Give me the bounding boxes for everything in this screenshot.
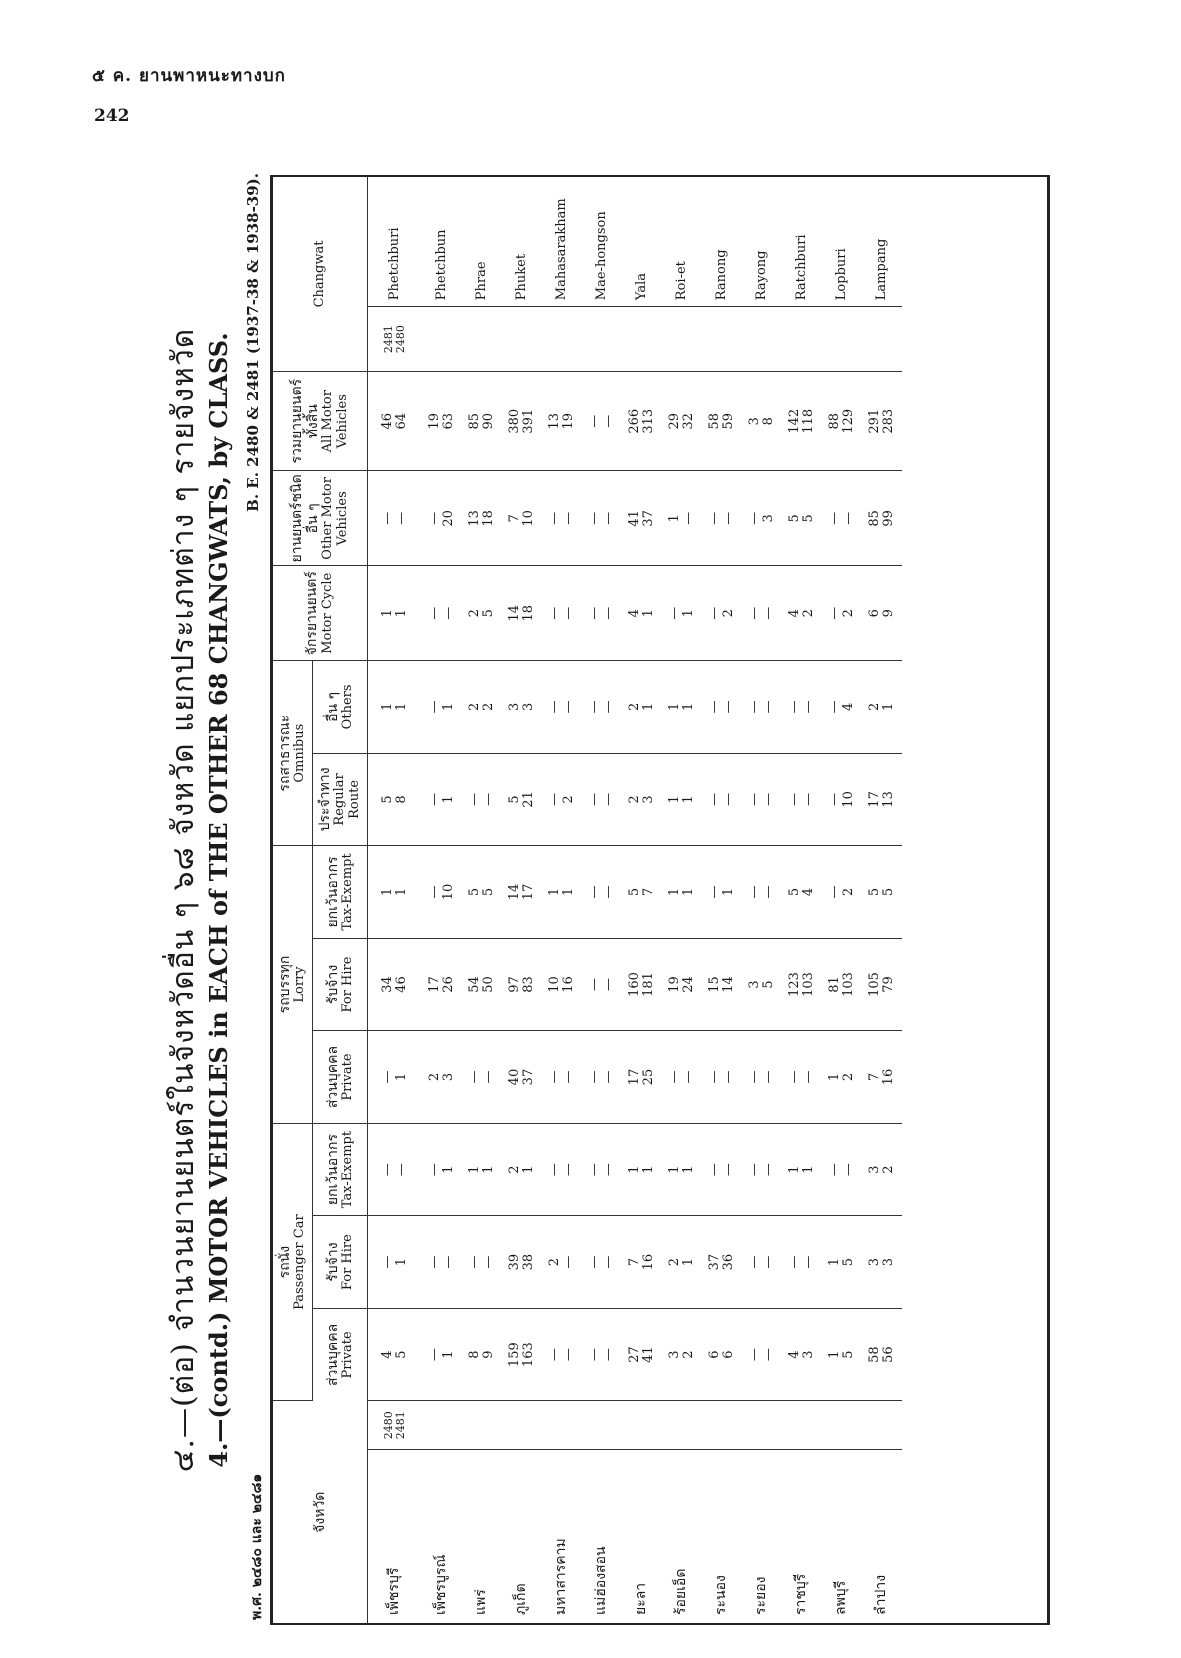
changwat-thai: แพร่ bbox=[473, 1589, 490, 1615]
header-omnibus: รถสาธารณะ Omnibus bbox=[273, 661, 313, 846]
cell-pc-hire: 37 36 bbox=[702, 1216, 742, 1309]
cell-motorcycle: — — bbox=[542, 566, 582, 661]
year-labels bbox=[622, 1401, 662, 1450]
cell-motorcycle: — 2 bbox=[822, 566, 862, 661]
year-labels-en bbox=[862, 307, 902, 372]
year-labels bbox=[502, 1401, 542, 1450]
cell-l-private: 17 25 bbox=[622, 1031, 662, 1124]
cell-total: 88 129 bbox=[822, 371, 862, 470]
year-labels bbox=[782, 1401, 822, 1450]
cell-pc-private: 1 5 bbox=[822, 1308, 862, 1401]
cell-o-regular: — — bbox=[462, 753, 502, 846]
cell-other-motor: 1 — bbox=[662, 471, 702, 566]
cell-pc-private: — — bbox=[542, 1308, 582, 1401]
header-pc-private: ส่วนบุคคล Private bbox=[313, 1308, 368, 1401]
cell-o-regular: — 2 bbox=[542, 753, 582, 846]
cell-pc-hire: — — bbox=[422, 1216, 462, 1309]
cell-pc-private: — — bbox=[742, 1308, 782, 1401]
year-labels-en bbox=[662, 307, 702, 372]
cell-other-motor: 13 18 bbox=[462, 471, 502, 566]
changwat-english: Phetchburi bbox=[368, 177, 422, 307]
table-row bbox=[862, 177, 902, 1623]
cell-o-regular: — 1 bbox=[422, 753, 462, 846]
cell-l-exempt: 5 4 bbox=[782, 846, 822, 939]
cell-l-hire: 123 103 bbox=[782, 938, 822, 1031]
cell-pc-exempt: — 1 bbox=[422, 1123, 462, 1216]
header-other-motor: ยานยนตร์ชนิดอื่น ๆ Other Motor Vehicles bbox=[273, 471, 368, 566]
cell-motorcycle: 6 9 bbox=[862, 566, 902, 661]
cell-l-hire: 54 50 bbox=[462, 938, 502, 1031]
cell-pc-private: 3 2 bbox=[662, 1308, 702, 1401]
year-labels bbox=[662, 1401, 702, 1450]
cell-pc-private: — — bbox=[582, 1308, 622, 1401]
cell-other-motor: — — bbox=[542, 471, 582, 566]
cell-l-exempt: — — bbox=[742, 846, 782, 939]
cell-total: 291 283 bbox=[862, 371, 902, 470]
cell-total: 58 59 bbox=[702, 371, 742, 470]
changwat-thai: แม่ฮ่องสอน bbox=[593, 1546, 610, 1615]
table-row bbox=[782, 177, 822, 1623]
year-labels-en: 2481 2480 bbox=[368, 307, 422, 372]
cell-l-hire: — — bbox=[582, 938, 622, 1031]
year-labels-en bbox=[782, 307, 822, 372]
cell-o-regular: 5 21 bbox=[502, 753, 542, 846]
header-lorry: รถบรรทุก Lorry bbox=[273, 846, 313, 1124]
changwat-thai: ระนอง bbox=[713, 1575, 730, 1615]
cell-other-motor: — — bbox=[702, 471, 742, 566]
cell-other-motor: — — bbox=[368, 471, 422, 566]
table-row bbox=[502, 177, 542, 1623]
table-row bbox=[822, 177, 862, 1623]
cell-l-private: — — bbox=[702, 1031, 742, 1124]
cell-motorcycle: 1 1 bbox=[368, 566, 422, 661]
cell-total: 85 90 bbox=[462, 371, 502, 470]
year-labels bbox=[822, 1401, 862, 1450]
cell-pc-exempt: 1 1 bbox=[782, 1123, 822, 1216]
table-row bbox=[702, 177, 742, 1623]
changwat-thai: ระยอง bbox=[753, 1576, 770, 1615]
changwat-thai: ยะลา bbox=[633, 1582, 650, 1615]
cell-motorcycle: — 2 bbox=[702, 566, 742, 661]
table-row bbox=[462, 177, 502, 1623]
cell-l-exempt: — 2 bbox=[822, 846, 862, 939]
cell-total: 29 32 bbox=[662, 371, 702, 470]
cell-other-motor: 5 5 bbox=[782, 471, 822, 566]
changwat-thai: เพ็ชรบุรี bbox=[386, 1567, 403, 1615]
cell-other-motor: — 20 bbox=[422, 471, 462, 566]
page-number: 242 bbox=[94, 106, 130, 126]
cell-motorcycle: — — bbox=[742, 566, 782, 661]
year-range-thai: พ.ศ. ๒๔๘๐ และ ๒๔๘๑ bbox=[249, 1473, 265, 1620]
cell-o-others: 1 1 bbox=[662, 661, 702, 754]
cell-pc-private: 27 41 bbox=[622, 1308, 662, 1401]
header-changwat-th: จังหวัด bbox=[273, 1401, 368, 1623]
cell-total: 46 64 bbox=[368, 371, 422, 470]
cell-other-motor: 41 37 bbox=[622, 471, 662, 566]
year-labels-en bbox=[742, 307, 782, 372]
cell-pc-hire: 1 5 bbox=[822, 1216, 862, 1309]
cell-pc-exempt: — — bbox=[542, 1123, 582, 1216]
cell-l-exempt: 5 7 bbox=[622, 846, 662, 939]
header-changwat-en: Changwat bbox=[273, 177, 368, 371]
cell-motorcycle: 2 5 bbox=[462, 566, 502, 661]
changwat-thai: มหาสารคาม bbox=[553, 1538, 570, 1615]
cell-l-hire: 19 24 bbox=[662, 938, 702, 1031]
cell-o-others: — — bbox=[782, 661, 822, 754]
cell-pc-private: — 1 bbox=[422, 1308, 462, 1401]
cell-o-regular: 2 3 bbox=[622, 753, 662, 846]
cell-pc-exempt: — — bbox=[702, 1123, 742, 1216]
changwat-english: Phrae bbox=[462, 177, 502, 307]
cell-pc-exempt: — — bbox=[822, 1123, 862, 1216]
cell-l-hire: 3 5 bbox=[742, 938, 782, 1031]
year-labels-en bbox=[622, 307, 662, 372]
cell-l-exempt: 5 5 bbox=[862, 846, 902, 939]
cell-motorcycle: 4 1 bbox=[622, 566, 662, 661]
cell-pc-hire: 2 1 bbox=[662, 1216, 702, 1309]
changwat-english: Mahasarakham bbox=[542, 177, 582, 307]
year-labels bbox=[862, 1401, 902, 1450]
cell-total: 266 313 bbox=[622, 371, 662, 470]
cell-pc-private: 6 6 bbox=[702, 1308, 742, 1401]
cell-pc-exempt: 2 1 bbox=[502, 1123, 542, 1216]
cell-pc-hire: 7 16 bbox=[622, 1216, 662, 1309]
cell-o-others: — 4 bbox=[822, 661, 862, 754]
changwat-thai: เพ็ชรบูรณ์ bbox=[433, 1554, 450, 1615]
header-l-exempt: ยกเว้นอากร Tax-Exempt bbox=[313, 846, 368, 939]
changwat-english: Phetchbun bbox=[422, 177, 462, 307]
changwat-thai: ราชบุรี bbox=[793, 1573, 810, 1615]
cell-l-exempt: 5 5 bbox=[462, 846, 502, 939]
cell-pc-hire: — — bbox=[462, 1216, 502, 1309]
year-labels-en bbox=[702, 307, 742, 372]
changwat-thai: ลำปาง bbox=[873, 1574, 890, 1615]
cell-l-hire: 10 16 bbox=[542, 938, 582, 1031]
cell-l-hire: 15 14 bbox=[702, 938, 742, 1031]
cell-l-private: 2 3 bbox=[422, 1031, 462, 1124]
cell-pc-private: 8 9 bbox=[462, 1308, 502, 1401]
table-row bbox=[582, 177, 622, 1623]
cell-l-hire: 105 79 bbox=[862, 938, 902, 1031]
cell-pc-hire: — — bbox=[582, 1216, 622, 1309]
cell-motorcycle: 14 18 bbox=[502, 566, 542, 661]
cell-l-private: — — bbox=[582, 1031, 622, 1124]
cell-o-regular: — 10 bbox=[822, 753, 862, 846]
changwat-english: Mae-hongson bbox=[582, 177, 622, 307]
title-english: 4.—(contd.) MOTOR VEHICLES in EACH of THE OTHER 68 CHANGWATS, by CLASS. bbox=[204, 332, 233, 1468]
cell-l-exempt: 1 1 bbox=[368, 846, 422, 939]
cell-l-hire: 34 46 bbox=[368, 938, 422, 1031]
header-all-motor: รวมยานยนตร์ทั้งสิ้น All Motor Vehicles bbox=[273, 371, 368, 470]
cell-pc-exempt: — — bbox=[582, 1123, 622, 1216]
cell-o-regular: 17 13 bbox=[862, 753, 902, 846]
cell-other-motor: — — bbox=[822, 471, 862, 566]
cell-o-others: — — bbox=[582, 661, 622, 754]
cell-total: — — bbox=[582, 371, 622, 470]
cell-o-regular: — — bbox=[702, 753, 742, 846]
year-labels bbox=[582, 1401, 622, 1450]
year-labels-en bbox=[422, 307, 462, 372]
changwat-english: Ranong bbox=[702, 177, 742, 307]
cell-motorcycle: — 1 bbox=[662, 566, 702, 661]
cell-l-exempt: — — bbox=[582, 846, 622, 939]
table-row bbox=[368, 177, 422, 1623]
cell-l-private: 7 16 bbox=[862, 1031, 902, 1124]
cell-pc-hire: 39 38 bbox=[502, 1216, 542, 1309]
cell-total: 19 63 bbox=[422, 371, 462, 470]
cell-o-others: — — bbox=[702, 661, 742, 754]
cell-o-others: — — bbox=[742, 661, 782, 754]
cell-l-hire: 97 83 bbox=[502, 938, 542, 1031]
cell-pc-private: 4 5 bbox=[368, 1308, 422, 1401]
cell-o-regular: 5 8 bbox=[368, 753, 422, 846]
cell-l-private: — — bbox=[542, 1031, 582, 1124]
cell-l-private: — — bbox=[662, 1031, 702, 1124]
year-labels bbox=[422, 1401, 462, 1450]
cell-pc-private: 4 3 bbox=[782, 1308, 822, 1401]
cell-o-others: 2 2 bbox=[462, 661, 502, 754]
cell-total: 380 391 bbox=[502, 371, 542, 470]
cell-l-private: 40 37 bbox=[502, 1031, 542, 1124]
cell-pc-hire: 2 — bbox=[542, 1216, 582, 1309]
cell-l-exempt: 1 1 bbox=[542, 846, 582, 939]
cell-o-others: — 1 bbox=[422, 661, 462, 754]
cell-pc-hire: 3 3 bbox=[862, 1216, 902, 1309]
cell-l-private: — — bbox=[462, 1031, 502, 1124]
changwat-english: Ratchburi bbox=[782, 177, 822, 307]
cell-o-others: 2 1 bbox=[622, 661, 662, 754]
cell-other-motor: — — bbox=[582, 471, 622, 566]
cell-l-hire: 17 26 bbox=[422, 938, 462, 1031]
cell-pc-exempt: 1 1 bbox=[462, 1123, 502, 1216]
header-l-private: ส่วนบุคคล Private bbox=[313, 1031, 368, 1124]
changwat-english: Yala bbox=[622, 177, 662, 307]
cell-o-regular: — — bbox=[582, 753, 622, 846]
vehicle-table-frame bbox=[270, 175, 1050, 1625]
cell-o-others: 3 3 bbox=[502, 661, 542, 754]
year-range-english: B. E. 2480 & 2481 (1937-38 & 1938-39). bbox=[244, 173, 262, 512]
cell-pc-private: 58 56 bbox=[862, 1308, 902, 1401]
year-labels: 2480 2481 bbox=[368, 1401, 422, 1450]
cell-o-regular: 1 1 bbox=[662, 753, 702, 846]
year-labels-en bbox=[462, 307, 502, 372]
cell-motorcycle: — — bbox=[422, 566, 462, 661]
year-labels-en bbox=[822, 307, 862, 372]
cell-pc-hire: — — bbox=[782, 1216, 822, 1309]
header-l-hire: รับจ้าง For Hire bbox=[313, 938, 368, 1031]
year-labels bbox=[702, 1401, 742, 1450]
changwat-english: Rayong bbox=[742, 177, 782, 307]
cell-pc-exempt: 1 1 bbox=[622, 1123, 662, 1216]
cell-pc-private: 159 163 bbox=[502, 1308, 542, 1401]
cell-o-regular: — — bbox=[742, 753, 782, 846]
table-row bbox=[662, 177, 702, 1623]
cell-other-motor: 7 10 bbox=[502, 471, 542, 566]
table-row bbox=[622, 177, 662, 1623]
year-labels bbox=[742, 1401, 782, 1450]
table-body bbox=[368, 177, 902, 1623]
cell-pc-exempt: — — bbox=[742, 1123, 782, 1216]
cell-l-exempt: — 1 bbox=[702, 846, 742, 939]
cell-l-exempt: 1 1 bbox=[662, 846, 702, 939]
cell-total: 13 19 bbox=[542, 371, 582, 470]
cell-pc-exempt: 3 2 bbox=[862, 1123, 902, 1216]
cell-pc-hire: — — bbox=[742, 1216, 782, 1309]
table-row bbox=[422, 177, 462, 1623]
cell-total: 3 8 bbox=[742, 371, 782, 470]
header-o-regular: ประจำทาง Regular Route bbox=[313, 753, 368, 846]
year-labels bbox=[462, 1401, 502, 1450]
header-pc-hire: รับจ้าง For Hire bbox=[313, 1216, 368, 1309]
table-row bbox=[742, 177, 782, 1623]
cell-pc-exempt: 1 1 bbox=[662, 1123, 702, 1216]
cell-o-others: 1 1 bbox=[368, 661, 422, 754]
title-thai: ๔.—(ต่อ) จำนวนยานยนตร์ในจังหวัดอื่น ๆ ๖๘ จังหวัด แยกประเภทต่าง ๆ รายจังหวัด bbox=[166, 327, 201, 1473]
section-heading: ๕ ค. ยานพาหนะทางบก bbox=[92, 66, 286, 86]
cell-l-hire: 160 181 bbox=[622, 938, 662, 1031]
cell-pc-exempt: — — bbox=[368, 1123, 422, 1216]
header-o-others: อื่น ๆ Others bbox=[313, 661, 368, 754]
changwat-english: Lampang bbox=[862, 177, 902, 307]
cell-l-hire: 81 103 bbox=[822, 938, 862, 1031]
cell-other-motor: 85 99 bbox=[862, 471, 902, 566]
header-pc-exempt: ยกเว้นอากร Tax-Exempt bbox=[313, 1123, 368, 1216]
rotated-table-page bbox=[160, 165, 1181, 1625]
cell-other-motor: — 3 bbox=[742, 471, 782, 566]
header-passenger-car: รถนั่ง Passenger Car bbox=[273, 1123, 313, 1401]
cell-l-private: — — bbox=[782, 1031, 822, 1124]
cell-l-exempt: 14 17 bbox=[502, 846, 542, 939]
changwat-thai: ร้อยเอ็ด bbox=[673, 1568, 690, 1615]
changwat-thai: ลพบุรี bbox=[833, 1580, 850, 1615]
changwat-english: Lopburi bbox=[822, 177, 862, 307]
cell-l-private: — 1 bbox=[368, 1031, 422, 1124]
cell-o-regular: — — bbox=[782, 753, 822, 846]
year-labels-en bbox=[542, 307, 582, 372]
changwat-english: Phuket bbox=[502, 177, 542, 307]
changwat-english: Roi-et bbox=[662, 177, 702, 307]
cell-motorcycle: — — bbox=[582, 566, 622, 661]
header-motor-cycle: จักรยานยนตร์ Motor Cycle bbox=[273, 566, 368, 661]
cell-motorcycle: 4 2 bbox=[782, 566, 822, 661]
cell-pc-hire: — 1 bbox=[368, 1216, 422, 1309]
cell-l-private: 1 2 bbox=[822, 1031, 862, 1124]
year-labels-en bbox=[582, 307, 622, 372]
year-labels bbox=[542, 1401, 582, 1450]
cell-l-private: — — bbox=[742, 1031, 782, 1124]
vehicle-table bbox=[273, 177, 902, 1623]
changwat-thai: ภูเก็ต bbox=[513, 1583, 530, 1615]
cell-total: 142 118 bbox=[782, 371, 822, 470]
year-labels-en bbox=[502, 307, 542, 372]
cell-o-others: 2 1 bbox=[862, 661, 902, 754]
cell-o-others: — — bbox=[542, 661, 582, 754]
table-row bbox=[542, 177, 582, 1623]
cell-l-exempt: — 10 bbox=[422, 846, 462, 939]
